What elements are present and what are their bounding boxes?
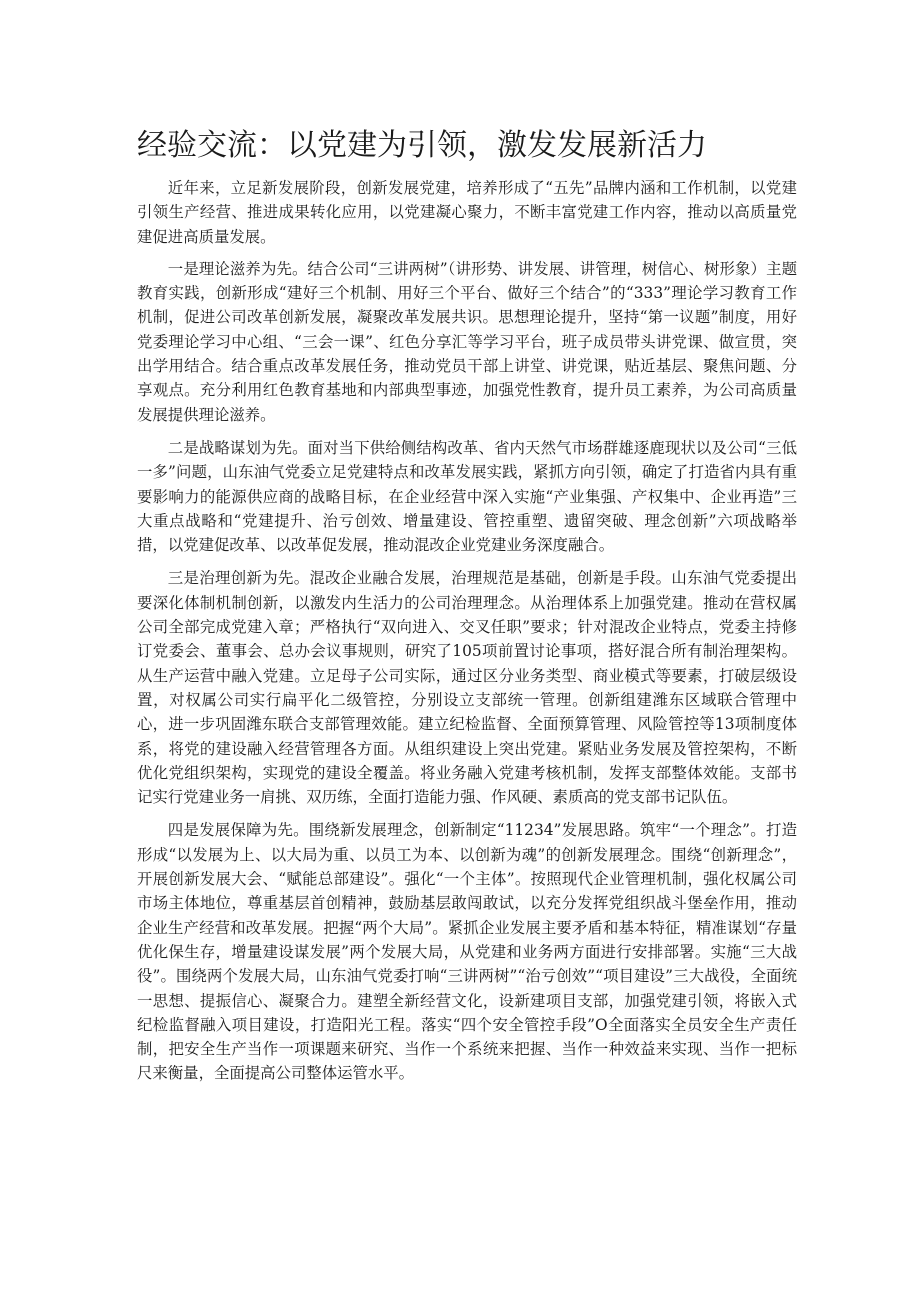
governance-paragraph: 三是治理创新为先。混改企业融合发展，治理规范是基础，创新是手段。山东油气党委提出要深化体制机制创新，以激发内生活力的公司治理理念。从治理体系上加强党建。推动在营权属公司全部完成党建入章；严格执行“双向进入、交叉任职”要求；针对混改企业特点，党委主持修订党委会、董事会、总办会议事规则，研究了105项前置讨论事项，搭好混合所有制治理架构。从生产运营中融入党建。立足母子公司实际，通过区分业务类型、商业模式等要素，打破层级设置，对权属公司实行扁平化二级管控，分别设立支部统一管理。创新组建潍东区域联合管理中心，进一步巩固潍东联合支部管理效能。建立纪检监督、全面预算管理、风险管控等13项制度体系，将党的建设融入经营管理各方面。从组织建设上突出党建。紧贴业务发展及管控架构，不断优化党组织架构，实现党的建设全覆盖。将业务融入党建考核机制，发挥支部整体效能。支部书记实行党建业务一肩挑、双历练，全面打造能力强、作风硬、素质高的党支部书记队伍。 <box>137 569 797 807</box>
strategy-paragraph: 二是战略谋划为先。面对当下供给侧结构改革、省内天然气市场群雄逐鹿现状以及公司“三低一多”问题，山东油气党委立足党建特点和改革发展实践，紧抓方向引领，确定了打造省内具有重要影响力的能源供应商的战略目标，在企业经营中深入实施“产业集强、产权集中、企业再造”三大重点战略和“党建提升、治亏创效、增量建设、管控重塑、遗留突破、理念创新”六项战略举措，以党建促改革、以改革促发展，推动混改企业党建业务深度融合。 <box>137 438 797 555</box>
document-body <box>137 176 797 1095</box>
theory-paragraph: 一是理论滋养为先。结合公司“三讲两树”（讲形势、讲发展、讲管理，树信心、树形象）主题教育实践，创新形成“建好三个机制、用好三个平台、做好三个结合”的“333”理论学习教育工作机制，促进公司改革创新发展，凝聚改革发展共识。思想理论提升，坚持“第一议题”制度，用好党委理论学习中心组、“三会一课”、红色分享汇等学习平台，班子成员带头讲党课、做宣贯，突出学用结合。结合重点改革发展任务，推动党员干部上讲堂、讲党课，贴近基层、聚焦问题、分享观点。充分利用红色教育基地和内部典型事迹，加强党性教育，提升员工素养，为公司高质量发展提供理论滋养。 <box>137 259 797 424</box>
development-paragraph: 四是发展保障为先。围绕新发展理念，创新制定“11234”发展思路。筑牢“一个理念”。打造形成“以发展为上、以大局为重、以员工为本、以创新为魂”的创新发展理念。围绕“创新理念”，开展创新发展大会、“赋能总部建设”。强化“一个主体”。按照现代企业管理机制，强化权属公司市场主体地位，尊重基层首创精神，鼓励基层敢闯敢试，以充分发挥党组织战斗堡垒作用，推动企业生产经营和改革发展。把握“两个大局”。紧抓企业发展主要矛盾和基本特征，精准谋划“存量优化保生存，增量建设谋发展”两个发展大局，从党建和业务两方面进行安排部署。实施“三大战役”。围绕两个发展大局，山东油气党委打响“三讲两树”“治亏创效”“项目建设”三大战役，全面统一思想、提振信心、凝聚合力。建塑全新经营文化，设新建项目支部，加强党建引领，将嵌入式纪检监督融入项目建设，打造阳光工程。落实“四个安全管控手段”O全面落实全员安全生产责任制，把安全生产当作一项课题来研究、当作一个系统来把握、当作一种效益来实现、当作一把标尺来衡量，全面提高公司整体运管水平。 <box>137 821 797 1083</box>
intro-paragraph: 近年来，立足新发展阶段，创新发展党建，培养形成了“五先”品牌内涵和工作机制，以党建引领生产经营、推进成果转化应用，以党建凝心聚力，不断丰富党建工作内容，推动以高质量党建促进高质量发展。 <box>137 179 797 246</box>
document-title: 经验交流：以党建为引领，激发发展新活力 <box>137 128 707 163</box>
